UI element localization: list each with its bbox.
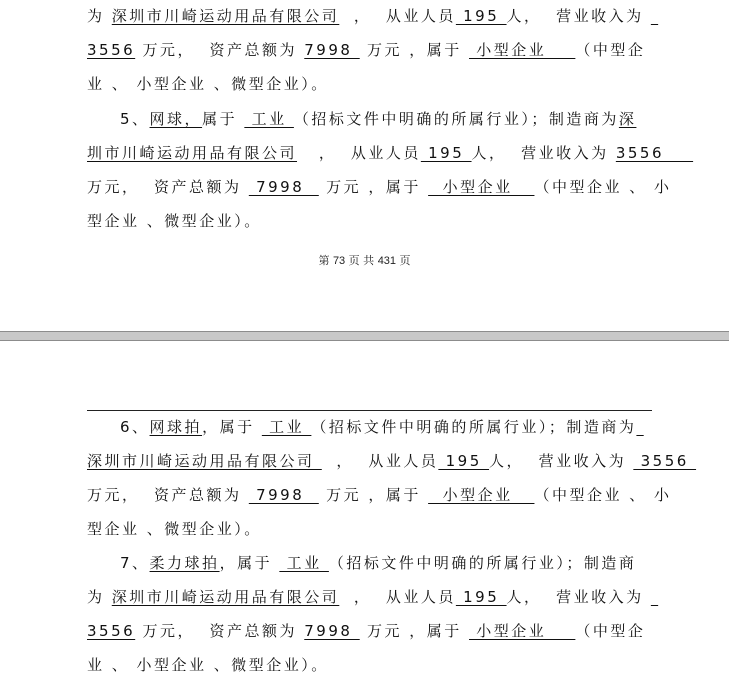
item6-line1 [120, 415, 685, 439]
text: （招标文件中明确的所属行业）；制造商为 [293, 110, 619, 128]
text: ， 从业人员 [297, 144, 421, 162]
header-rule [87, 410, 652, 411]
text: 属于 [202, 110, 245, 128]
revenue-value: 3556 [615, 144, 694, 162]
text: ， 从业人员 [321, 452, 439, 470]
text: ，属于 [202, 418, 262, 436]
text: （中型企业 、 小 [534, 486, 672, 504]
page-break [0, 330, 729, 343]
item6-line2 [87, 449, 697, 473]
document-page-74 [0, 343, 729, 683]
revenue-blank [651, 588, 658, 606]
manufacturer-blank [636, 418, 643, 436]
text: （招标文件中明确的所属行业）；制造商为 [311, 418, 637, 436]
manufacturer-name: 深 [618, 110, 637, 128]
item7-line3 [87, 619, 652, 643]
manufacturer-name: 深圳市川崎运动用品有限公司 [111, 588, 340, 606]
item4-line3 [87, 72, 652, 96]
text: 业 、 小型企业 、微型企业）。 [87, 656, 329, 674]
enterprise-type: 小型企业 [428, 178, 535, 196]
industry: 工业 [279, 554, 329, 572]
page-footer [0, 252, 729, 268]
total-pages: 431 [377, 255, 397, 267]
item7-line4 [87, 653, 652, 677]
text: 万元 ，属于 [318, 486, 429, 504]
staff-count: 195 [455, 7, 507, 25]
item-number: 6、 [120, 418, 150, 436]
text: 人， 营业收入为 [489, 452, 634, 470]
document-page-73 [0, 0, 729, 330]
text: ，属于 [219, 554, 280, 572]
text: （中型企 [575, 41, 646, 59]
item4-line1 [87, 4, 652, 28]
staff-count: 195 [455, 588, 507, 606]
industry: 工业 [261, 418, 312, 436]
industry: 工业 [244, 110, 294, 128]
text: 人， 营业收入为 [506, 588, 651, 606]
text: 万元 ，属于 [359, 622, 470, 640]
item4-line2 [87, 38, 652, 62]
item7-line2 [87, 585, 652, 609]
assets-value: 7998 [248, 486, 319, 504]
item5-line4 [87, 209, 652, 233]
text: ， 从业人员 [339, 588, 456, 606]
item5-line1 [120, 107, 685, 131]
item-number: 5、 [120, 110, 150, 128]
page-number: 73 [332, 255, 346, 267]
footer-text: 页 [396, 254, 411, 267]
revenue-blank [651, 7, 658, 25]
product-name: 网球拍 [149, 418, 203, 436]
text: 业 、 小型企业 、微型企业）。 [87, 75, 329, 93]
revenue-value: 3556 [87, 622, 136, 640]
text: 人， 营业收入为 [506, 7, 651, 25]
assets-value: 7998 [248, 178, 319, 196]
enterprise-type: 小型企业 [469, 41, 576, 59]
text: 为 [87, 7, 112, 25]
text: 人， 营业收入为 [471, 144, 616, 162]
item5-line3 [87, 175, 672, 199]
text: （招标文件中明确的所属行业）；制造商 [328, 554, 637, 572]
text: 万元 ，属于 [318, 178, 429, 196]
product-name: 网球， [149, 110, 203, 128]
enterprise-type: 小型企业 [469, 622, 576, 640]
text: 万元， 资产总额为 [87, 178, 249, 196]
manufacturer-name: 圳市川崎运动用品有限公司 [87, 144, 298, 162]
enterprise-type: 小型企业 [428, 486, 535, 504]
item6-line4 [87, 517, 652, 541]
text: 万元， 资产总额为 [135, 622, 305, 640]
item-number: 7、 [120, 554, 150, 572]
assets-value: 7998 [304, 622, 360, 640]
product-name: 柔力球拍 [149, 554, 220, 572]
text: 万元 ，属于 [359, 41, 470, 59]
text: （中型企 [575, 622, 646, 640]
item6-line3 [87, 483, 672, 507]
revenue-value: 3556 [633, 452, 697, 470]
text: ， 从业人员 [339, 7, 456, 25]
assets-value: 7998 [304, 41, 360, 59]
item5-line2 [87, 141, 694, 165]
staff-count: 195 [420, 144, 472, 162]
manufacturer-name: 深圳市川崎运动用品有限公司 [87, 452, 322, 470]
text: 型企业 、微型企业）。 [87, 520, 262, 538]
text: 为 [87, 588, 112, 606]
manufacturer-name: 深圳市川崎运动用品有限公司 [111, 7, 340, 25]
revenue-value: 3556 [87, 41, 136, 59]
staff-count: 195 [438, 452, 490, 470]
footer-text: 页 共 [345, 254, 378, 267]
footer-text: 第 [318, 254, 333, 267]
text: 型企业 、微型企业）。 [87, 212, 262, 230]
item7-line1 [120, 551, 685, 575]
text: （中型企业 、 小 [534, 178, 672, 196]
text: 万元， 资产总额为 [135, 41, 305, 59]
page-separator [0, 331, 729, 341]
text: 万元， 资产总额为 [87, 486, 249, 504]
